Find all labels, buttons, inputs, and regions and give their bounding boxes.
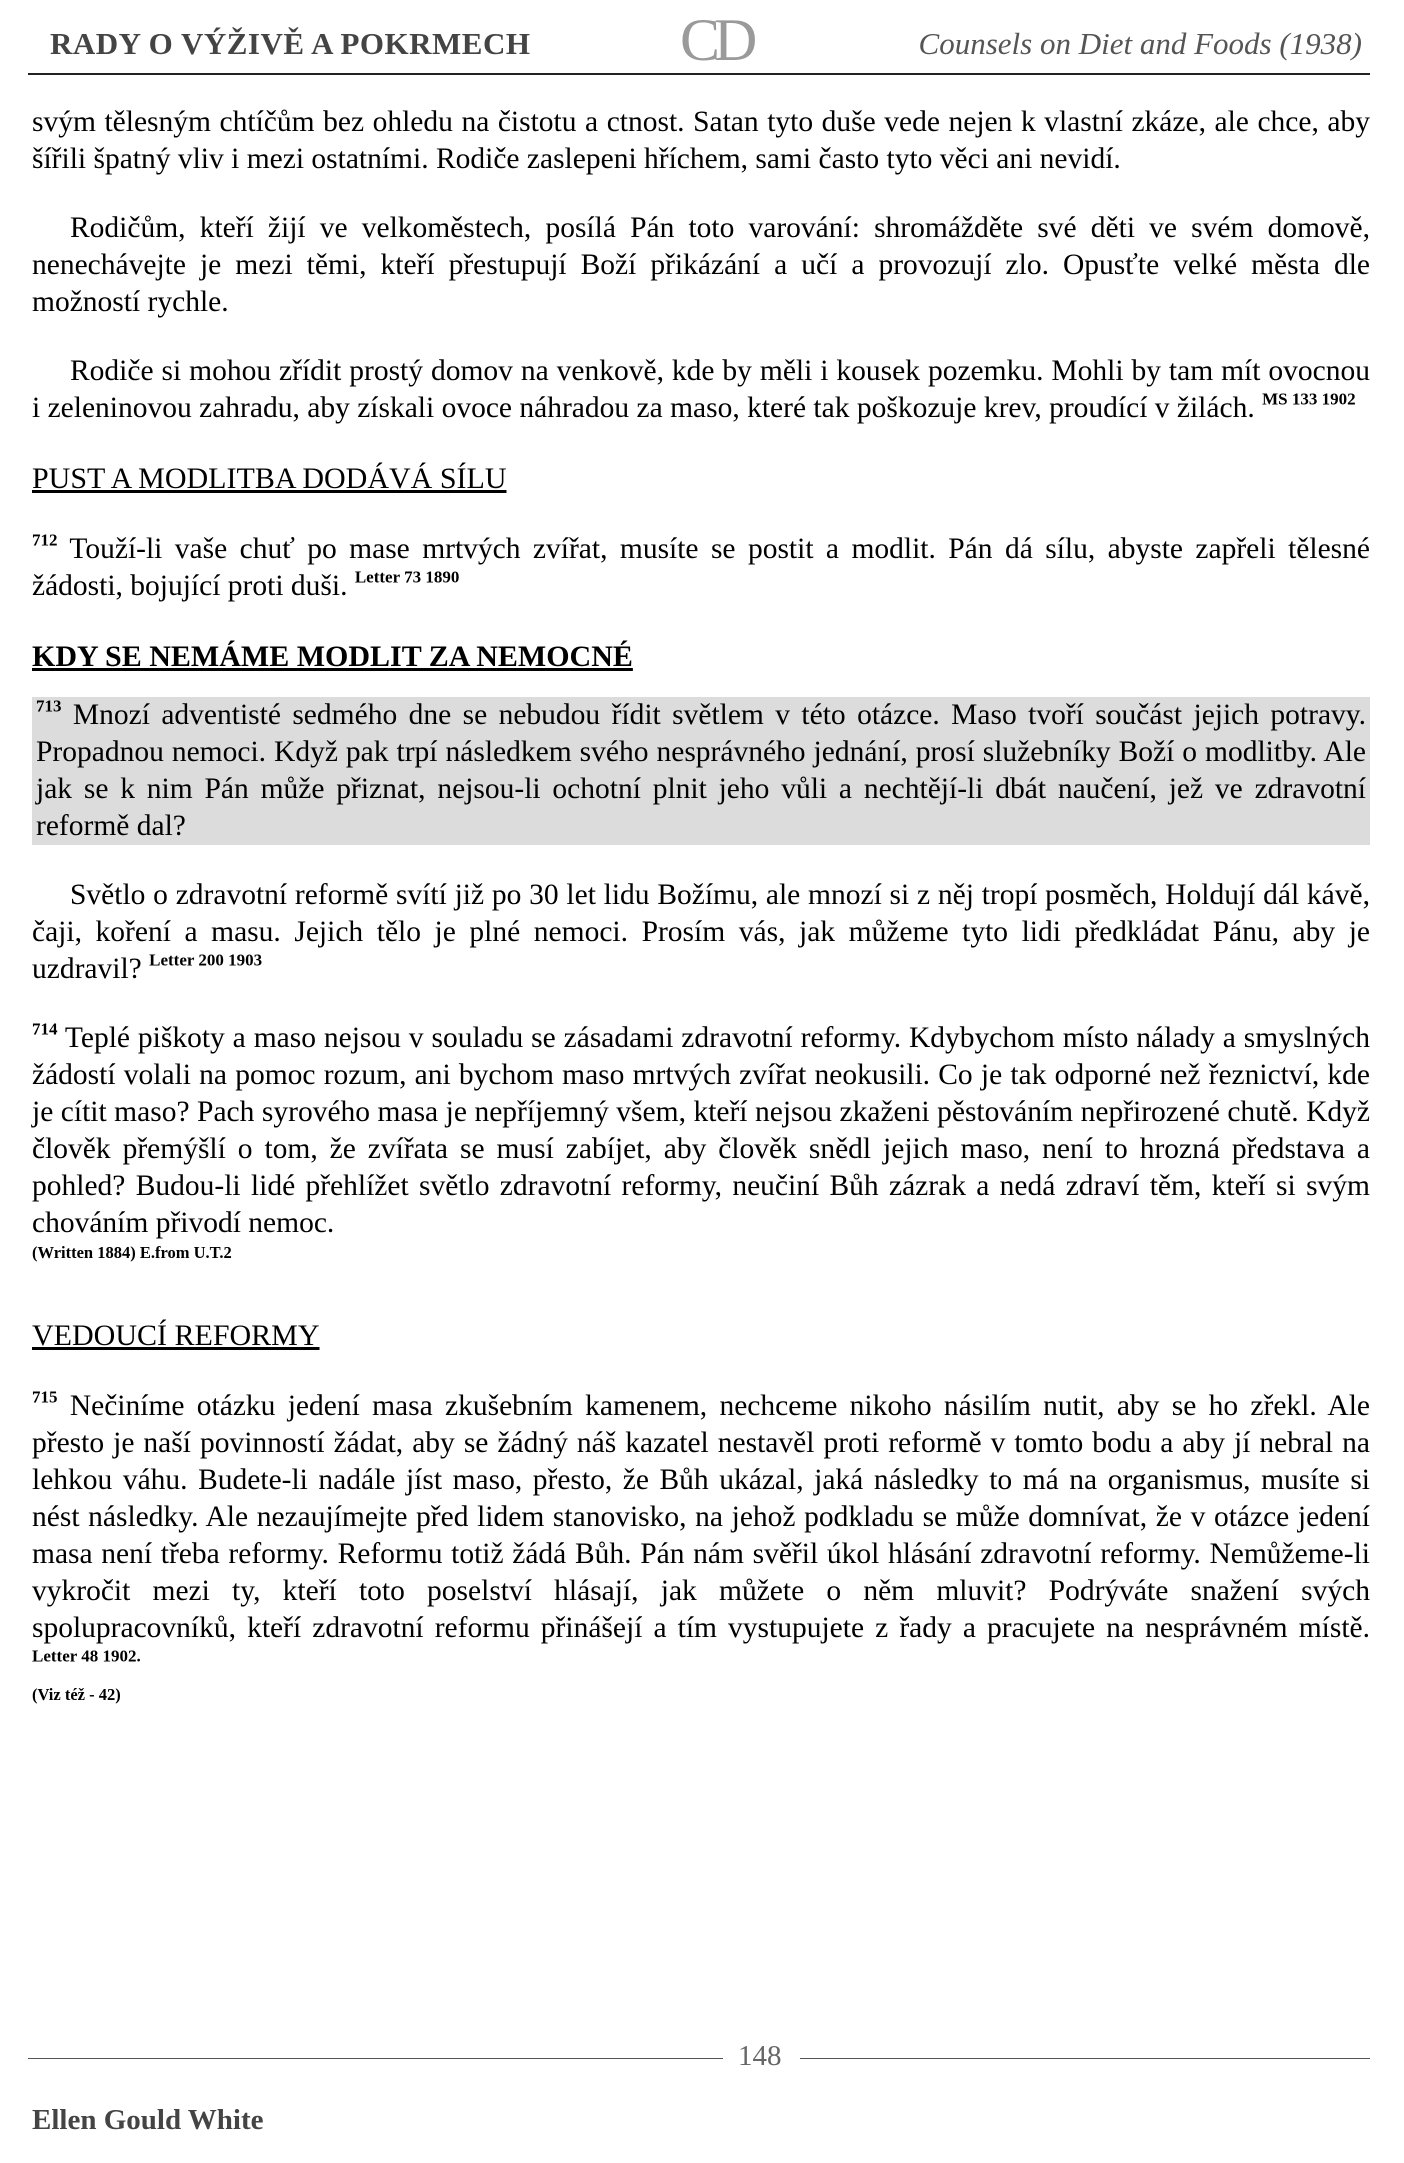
paragraph: Rodičům, kteří žijí ve velkoměstech, posílá Pán toto varování: shromážděte své děti ve svém domově, nenechávejte je mezi těmi, kteří přestupují Boží přikázání a učí a provozují zlo. Opusťte velké města dle možností rychle. bbox=[32, 212, 1370, 318]
paragraph-number: 714 bbox=[32, 1019, 58, 1039]
reference-note: Letter 73 1890 bbox=[354, 567, 460, 587]
footer-divider-left bbox=[28, 2058, 723, 2059]
numbered-paragraph: $^{715}$ Nečiníme otázku jedení masa zkušebním kamenem, nechceme nikoho násilím nutit, aby se ho zřekl. Ale přesto je naší povinností žádat, aby se žádný náš kazatel nestavěl proti reformě v tomto bodu a aby jí nebral na lehkou váhu. Budete-li nadále jíst maso, přesto, že Bůh ukázal, jaká následky to má na organismus, musíte si nést následky. Ale nezaujímejte před lidem stanovisko, na jehož podkladu se může domnívat, že v otázce jedení masa není třeba reformy. Reformu totiž žádá Bůh. Pán nám svěřil úkol hlásání zdravotní reformy. Nemůžeme-li vykročit mezi ty, kteří toto poselství hlásají, jak můžete o něm mluvit? Podrýváte snažení svých spolupracovníků, kteří zdravotní reformu přinášejí a tím vystupujete z řady a pracujete na nesprávném místě. $^{Letter 48 1902.}$ bbox=[32, 1387, 1370, 1666]
footer-divider-right bbox=[800, 2058, 1370, 2059]
header-logo: CD bbox=[680, 7, 752, 73]
reference-note: MS 133 1902 bbox=[1262, 389, 1356, 409]
paragraph-continued: svým tělesným chtíčům bez ohledu na čistotu a ctnost. Satan tyto duše vede nejen k vlastní zkáze, ale chce, aby šířili špatný vliv i mezi ostatními. Rodiče zaslepeni hříchem, sami často tyto věci ani nevidí. bbox=[32, 106, 1370, 175]
section-heading: PUST A MODLITBA DODÁVÁ SÍLU bbox=[32, 462, 507, 495]
numbered-paragraph: $^{714}$ Teplé piškoty a maso nejsou v souladu se zásadami zdravotní reformy. Kdybychom místo nálady a smyslných žádostí volali na pomoc rozum, ani bychom maso mrtvých zvířat neokusili. Co je tak odporné než řeznictví, kde je cítit maso? Pach syrového masa je nepříjemný všem, kteří nejsou zkaženi pěstováním nepřirozené chutě. Když člověk přemýšlí o tom, že zvířata se musí zabíjet, aby člověk snědl jejich maso, není to hrozná představa a pohled? Budou-li lidé přehlížet světlo zdravotní reformy, neučiní Bůh zázrak a nedá zdraví těm, kteří si svým chováním přivodí nemoc. bbox=[32, 1019, 1370, 1239]
header-english-title: Counsels on Diet and Foods (1938) bbox=[918, 26, 1362, 61]
section-heading: KDY SE NEMÁME MODLIT ZA NEMOCNÉ bbox=[32, 640, 633, 673]
paragraph-number: 712 bbox=[32, 530, 58, 550]
numbered-paragraph: $^{712}$ Touží-li vaše chuť po mase mrtvých zvířat, musíte se postit a modlit. Pán dá sílu, abyste zapřeli tělesné žádosti, bojující proti duši. $^{Letter 73 1890}$ bbox=[32, 530, 1370, 602]
reference-note: Letter 48 1902. bbox=[32, 1646, 141, 1666]
page-body bbox=[32, 104, 1370, 1706]
paragraph: Světlo o zdravotní reformě svítí již po 30 let lidu Božímu, ale mnozí si z něj tropí posměch, Holdují dál kávě, čaji, koření a masu. Jejich tělo je plné nemoci. Prosím vás, jak můžeme tyto lidi předkládat Pánu, aby je uzdravil? $^{Letter 200 1903}$ bbox=[32, 879, 1370, 985]
paragraph-number: 713 bbox=[36, 696, 62, 716]
paragraph-number: 715 bbox=[32, 1387, 58, 1407]
reference-note: (Written 1884) E.from U.T.2 bbox=[32, 1243, 232, 1262]
footer-author: Ellen Gould White bbox=[32, 2104, 264, 2136]
page-number: 148 bbox=[738, 2040, 782, 2072]
header-divider bbox=[28, 73, 1370, 75]
header-book-title: RADY O VÝŽIVĚ A POKRMECH bbox=[50, 26, 531, 61]
paragraph: Rodiče si mohou zřídit prostý domov na venkově, kde by měli i kousek pozemku. Mohli by tam mít ovocnou i zeleninovou zahradu, aby získali ovoce náhradou za maso, které tak poškozuje krev, proudící v žilách. $^{MS 133 1902}$ bbox=[32, 355, 1370, 424]
section-heading: VEDOUCÍ REFORMY bbox=[32, 1319, 320, 1352]
see-also-note: (Viz též - 42) bbox=[32, 1685, 121, 1704]
reference-note: Letter 200 1903 bbox=[149, 950, 263, 970]
highlighted-paragraph: $^{713}$ Mnozí adventisté sedmého dne se nebudou řídit světlem v této otázce. Maso tvoří součást jejich potravy. Propadnou nemoci. Když pak trpí následkem svého nesprávného jednání, prosí služebníky Boží o modlitby. Ale jak se k nim Pán může přiznat, nejsou-li ochotní plnit jeho vůli a nechtějí-li dbát naučení, jež ve zdravotní reformě dal? bbox=[32, 697, 1370, 845]
